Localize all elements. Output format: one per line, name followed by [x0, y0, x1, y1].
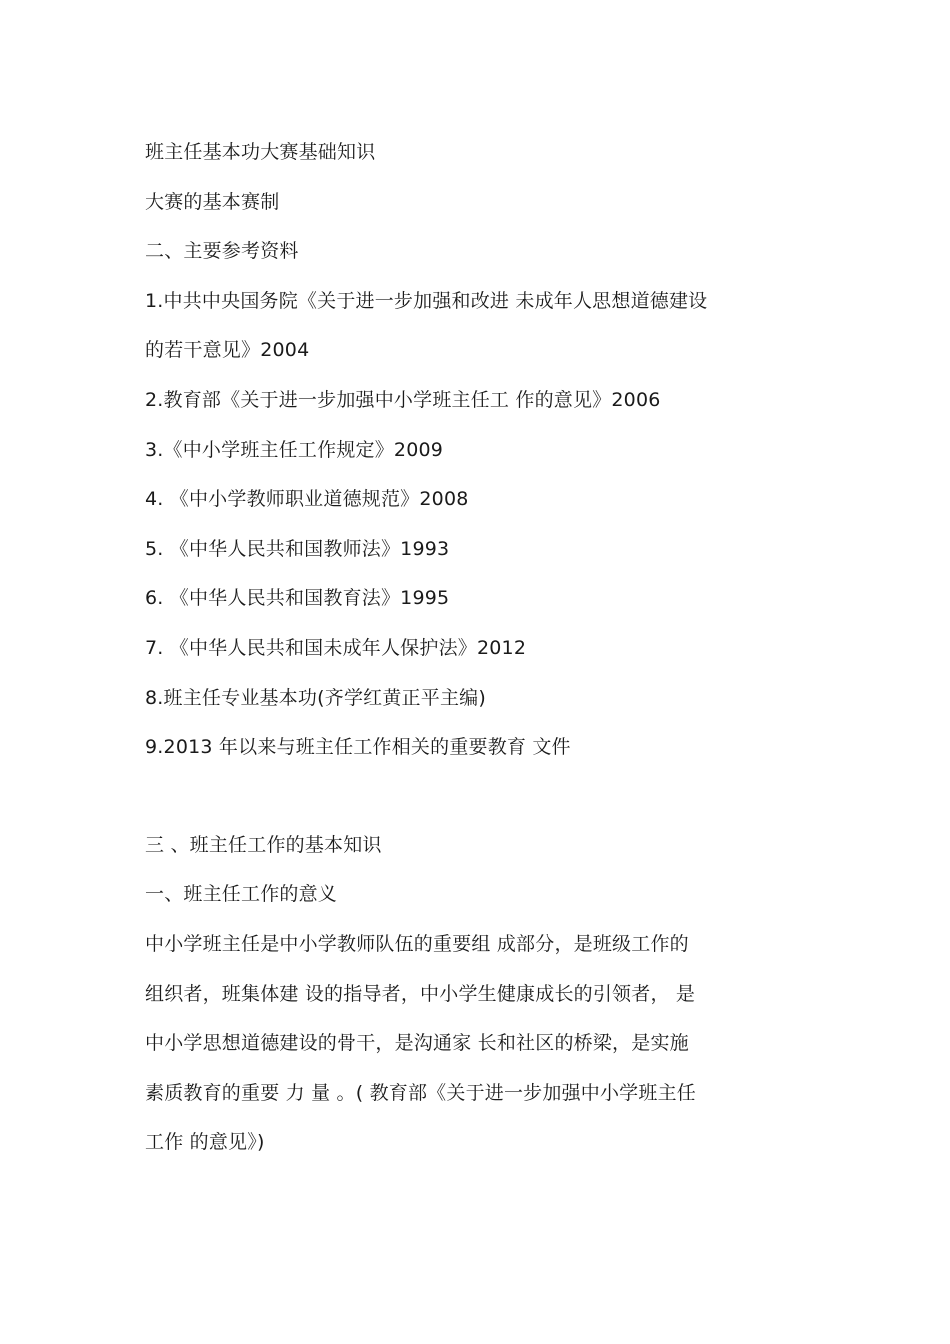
reference-item: 4. 《中小学教师职业道德规范》2008 — [145, 488, 469, 511]
paragraph-line: 中小学班主任是中小学教师队伍的重要组 成部分，是班级工作的 — [145, 932, 689, 955]
reference-item: 的若干意见》2004 — [145, 339, 310, 362]
reference-item: 2.教育部《关于进一步加强中小学班主任工 作的意见》2006 — [145, 388, 661, 411]
reference-item: 9.2013 年以来与班主任工作相关的重要教育 文件 — [145, 736, 571, 759]
body-paragraph — [145, 924, 810, 1172]
paragraph-line: 素质教育的重要 力 量 。( 教育部《关于进一步加强中小学班主任 — [145, 1081, 696, 1104]
paragraph-line: 中小学思想道德建设的骨干，是沟通家 长和社区的桥梁，是实施 — [145, 1032, 689, 1055]
reference-list — [145, 281, 810, 777]
reference-item: 5. 《中华人民共和国教师法》1993 — [145, 537, 450, 560]
reference-item: 3.《中小学班主任工作规定》2009 — [145, 438, 444, 461]
document-subtitle: 大赛的基本赛制 — [145, 190, 280, 213]
reference-item: 8.班主任专业基本功(齐学红黄正平主编) — [145, 686, 486, 709]
section-two-heading: 二、主要参考资料 — [145, 240, 299, 263]
paragraph-line: 组织者，班集体建 设的指导者，中小学生健康成长的引领者， 是 — [145, 982, 696, 1005]
reference-item: 6. 《中华人民共和国教育法》1995 — [145, 587, 450, 610]
reference-item: 7. 《中华人民共和国未成年人保护法》2012 — [145, 636, 527, 659]
document-body — [145, 132, 810, 1172]
paragraph-line: 工作 的意见》) — [145, 1131, 265, 1154]
document-title: 班主任基本功大赛基础知识 — [145, 141, 376, 163]
subsection-one-heading: 一、班主任工作的意义 — [145, 883, 338, 906]
reference-item: 1.中共中央国务院《关于进一步加强和改进 未成年人思想道德建设 — [145, 289, 708, 312]
section-three-heading: 三 、班主任工作的基本知识 — [145, 833, 382, 856]
blank-spacer — [145, 777, 810, 825]
